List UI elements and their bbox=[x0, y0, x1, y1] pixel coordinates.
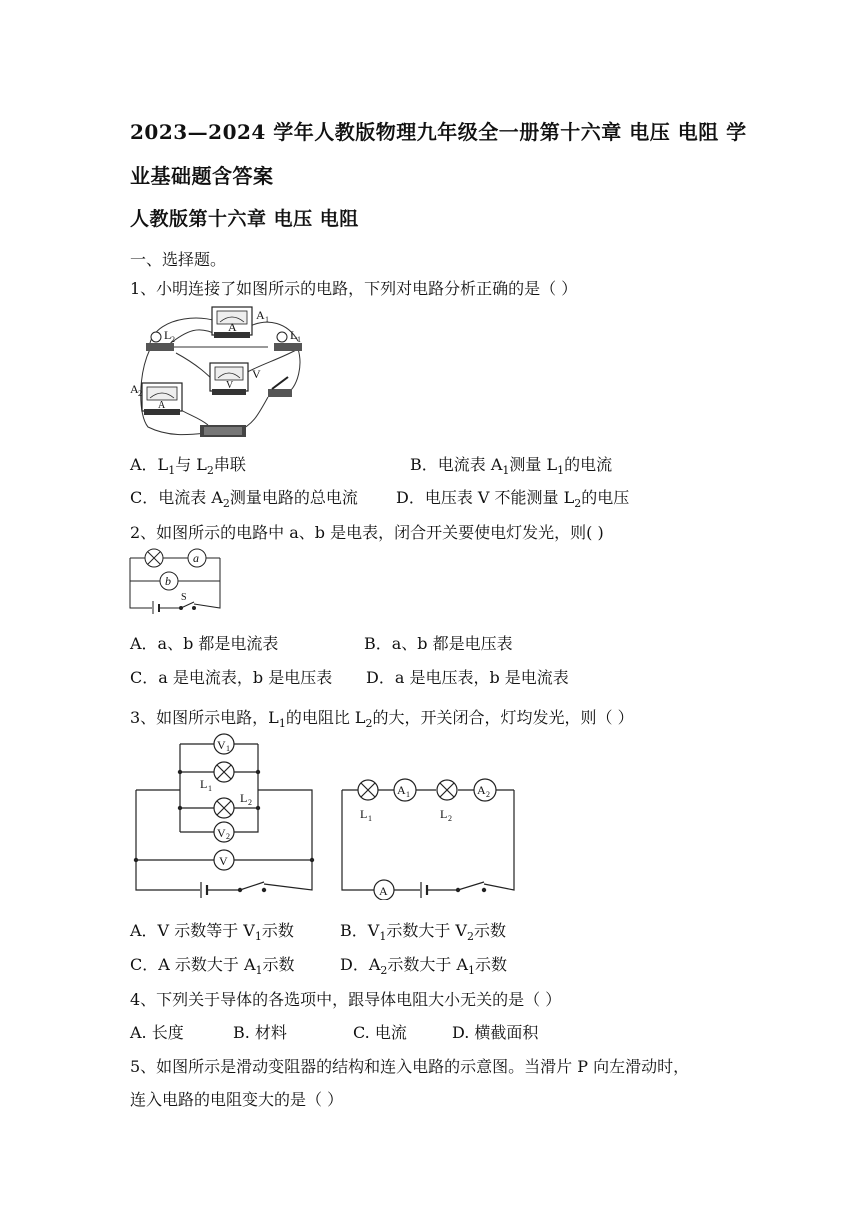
opt-text: C．A 示数大于 A bbox=[130, 955, 256, 974]
question-3-figure-left bbox=[128, 732, 318, 902]
opt-sub: 2 bbox=[574, 497, 582, 511]
meter-a2-face-label: A bbox=[158, 400, 166, 411]
stem-text: 的大，开关闭合，灯均发光，则（ ） bbox=[372, 708, 634, 727]
label-l1: L bbox=[200, 777, 208, 791]
opt-text: D．A bbox=[340, 955, 381, 974]
question-2-stem: 2、如图所示的电路中 a、b 是电表，闭合开关要使电灯发光，则( ) bbox=[130, 523, 604, 542]
opt-text: B．V bbox=[340, 921, 380, 940]
question-3-figure-right bbox=[336, 770, 520, 900]
opt-text: 串联 bbox=[213, 455, 246, 474]
opt-sub: 2 bbox=[466, 930, 474, 944]
meter-v-face-label: V bbox=[226, 380, 234, 391]
opt-text: 示数大于 A bbox=[387, 955, 469, 974]
opt-sub: 1 bbox=[255, 964, 263, 978]
question-3-option-a[interactable] bbox=[130, 918, 294, 943]
opt-sub: 2 bbox=[206, 464, 214, 478]
stem-sub: 2 bbox=[365, 717, 373, 731]
section-label: 一、选择题。 bbox=[130, 250, 227, 269]
question-3-option-b[interactable] bbox=[340, 918, 506, 943]
question-3-option-d[interactable] bbox=[340, 952, 507, 977]
question-4-stem: 4、下列关于导体的各选项中，跟导体电阻大小无关的是（ ） bbox=[130, 990, 562, 1009]
label-l1-sub: 1 bbox=[368, 814, 372, 823]
question-2-option-d[interactable]: D．a 是电压表，b 是电流表 bbox=[366, 668, 569, 687]
label-v: V bbox=[219, 854, 228, 868]
opt-text: C．电流表 A bbox=[130, 488, 223, 507]
page-title-line2: 业基础题含答案 bbox=[130, 164, 274, 188]
opt-sub: 1 bbox=[379, 930, 387, 944]
label-l1-sub: 1 bbox=[297, 335, 301, 344]
opt-text: 测量 L bbox=[509, 455, 558, 474]
opt-sub: 1 bbox=[168, 464, 176, 478]
question-5-stem-line1: 5、如图所示是滑动变阻器的结构和连入电路的示意图。当滑片 P 向左滑动时， bbox=[130, 1057, 690, 1076]
opt-text: 的电压 bbox=[581, 488, 630, 507]
label-a: A bbox=[379, 884, 388, 898]
opt-text: 示数 bbox=[475, 955, 508, 974]
label-l2-sub: 2 bbox=[248, 798, 252, 807]
label-a1: A bbox=[397, 783, 406, 797]
question-2-option-b[interactable]: B．a、b 都是电压表 bbox=[364, 634, 513, 653]
label-a2-sub: 2 bbox=[138, 389, 142, 398]
label-b: b bbox=[165, 574, 171, 588]
question-4-option-b[interactable]: B. 材料 bbox=[233, 1023, 287, 1042]
question-1-option-c[interactable] bbox=[130, 485, 358, 510]
opt-text: A．L bbox=[130, 455, 169, 474]
label-v1-sub: 1 bbox=[226, 744, 230, 753]
question-1-stem: 1、小明连接了如图所示的电路，下列对电路分析正确的是（ ） bbox=[130, 279, 578, 298]
opt-text: 测量电路的总电流 bbox=[229, 488, 358, 507]
stem-text: 的电阻比 L bbox=[285, 708, 366, 727]
question-4-option-d[interactable]: D. 横截面积 bbox=[452, 1023, 539, 1042]
label-a: a bbox=[193, 551, 199, 565]
label-l1: L bbox=[360, 807, 368, 821]
question-2-option-a[interactable]: A．a、b 都是电流表 bbox=[130, 634, 279, 653]
opt-text: 的电流 bbox=[564, 455, 613, 474]
opt-text: 示数 bbox=[261, 921, 294, 940]
question-2-option-c[interactable]: C．a 是电流表，b 是电压表 bbox=[130, 668, 333, 687]
stem-sub: 1 bbox=[278, 717, 286, 731]
label-s: S bbox=[181, 592, 187, 603]
question-1-option-b[interactable] bbox=[410, 452, 612, 477]
opt-text: A．V 示数等于 V bbox=[130, 921, 255, 940]
question-1-option-a[interactable] bbox=[130, 452, 246, 477]
stem-text: 3、如图所示电路，L bbox=[130, 708, 279, 727]
label-a1-sub: 1 bbox=[265, 315, 269, 324]
meter-a1-face-label: A bbox=[228, 320, 237, 334]
opt-text: 示数 bbox=[473, 921, 506, 940]
page-title-line1: 2023—2024 学年人教版物理九年级全一册第十六章 电压 电阻 学 bbox=[130, 120, 747, 144]
opt-sub: 1 bbox=[557, 464, 565, 478]
label-v2: V bbox=[217, 826, 226, 840]
label-l2: L bbox=[240, 791, 248, 805]
label-v1: V bbox=[217, 738, 226, 752]
question-1-figure bbox=[128, 305, 308, 445]
opt-text: D．电压表 V 不能测量 L bbox=[396, 488, 575, 507]
label-l2-sub: 2 bbox=[171, 335, 175, 344]
opt-sub: 1 bbox=[254, 930, 262, 944]
label-l2-sub: 2 bbox=[448, 814, 452, 823]
label-a2-sub: 2 bbox=[486, 790, 490, 799]
opt-text: 示数大于 V bbox=[386, 921, 467, 940]
opt-sub: 1 bbox=[502, 464, 510, 478]
opt-text: B．电流表 A bbox=[410, 455, 503, 474]
question-5-stem-line2: 连入电路的电阻变大的是（ ） bbox=[130, 1090, 344, 1109]
opt-sub: 1 bbox=[468, 964, 476, 978]
question-4-option-c[interactable]: C. 电流 bbox=[353, 1023, 407, 1042]
label-l1-sub: 1 bbox=[208, 784, 212, 793]
opt-sub: 2 bbox=[380, 964, 388, 978]
label-a1: A bbox=[256, 308, 265, 322]
label-l1: L bbox=[290, 328, 298, 342]
opt-text: 与 L bbox=[175, 455, 207, 474]
label-a2: A bbox=[477, 783, 486, 797]
label-v: V bbox=[252, 367, 261, 381]
opt-sub: 2 bbox=[222, 497, 230, 511]
label-l2: L bbox=[440, 807, 448, 821]
question-2-figure bbox=[128, 548, 224, 614]
question-3-option-c[interactable] bbox=[130, 952, 295, 977]
label-l2: L bbox=[164, 328, 172, 342]
chapter-subtitle: 人教版第十六章 电压 电阻 bbox=[130, 208, 359, 230]
opt-text: 示数 bbox=[262, 955, 295, 974]
question-4-option-a[interactable]: A. 长度 bbox=[130, 1023, 184, 1042]
question-3-stem bbox=[130, 705, 634, 730]
label-a1-sub: 1 bbox=[406, 790, 410, 799]
label-a2: A bbox=[130, 382, 139, 396]
label-v2-sub: 2 bbox=[226, 832, 230, 841]
question-1-option-d[interactable] bbox=[396, 485, 629, 510]
